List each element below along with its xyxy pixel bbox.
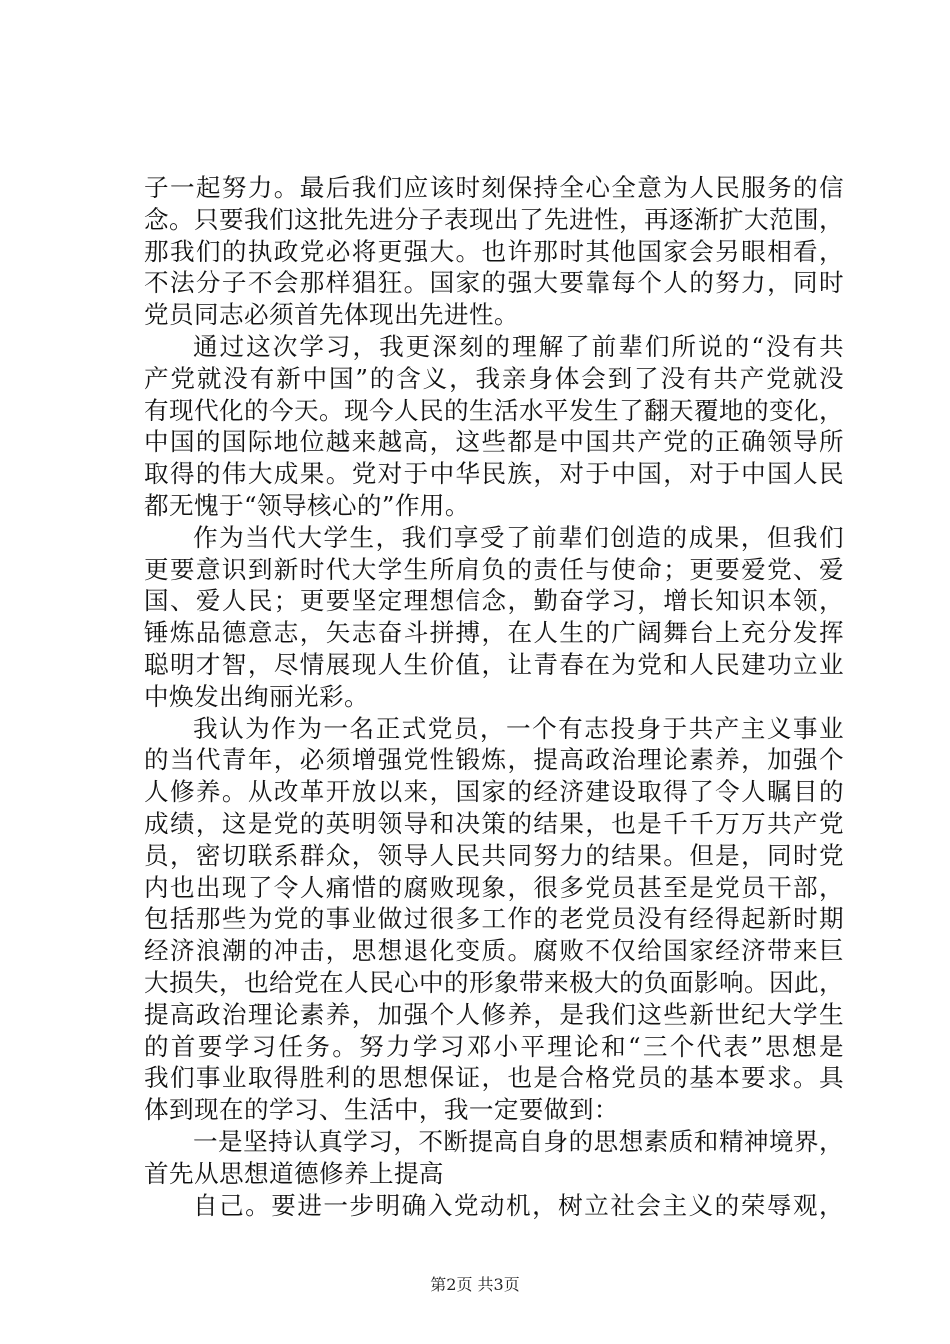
text-line: 首先从思想道德修养上提高 <box>144 1158 444 1188</box>
text-line: 不法分子不会那样猖狂。国家的强大要靠每个人的努力，同时 <box>144 268 844 298</box>
text-line: 一是坚持认真学习，不断提高自身的思想素质和精神境界， <box>193 1126 844 1156</box>
text-line: 我们事业取得胜利的思想保证，也是合格党员的基本要求。具 <box>144 1063 844 1093</box>
text-line: 内也出现了令人痛惜的腐败现象，很多党员甚至是党员干部， <box>144 872 844 902</box>
text-line: 取得的伟大成果。党对于中华民族，对于中国，对于中国人民 <box>144 459 844 489</box>
text-line: 我认为作为一名正式党员，一个有志投身于共产主义事业 <box>193 713 844 743</box>
text-line: 经济浪潮的冲击，思想退化变质。腐败不仅给国家经济带来巨 <box>144 936 844 966</box>
text-line: 的当代青年，必须增强党性锻炼，提高政治理论素养，加强个 <box>144 745 844 775</box>
text-line: 体到现在的学习、生活中，我一定要做到： <box>144 1095 619 1125</box>
text-line: 子一起努力。最后我们应该时刻保持全心全意为人民服务的信 <box>144 173 844 202</box>
text-line: 员，密切联系群众，领导人民共同努力的结果。但是，同时党 <box>144 840 844 870</box>
text-line: 更要意识到新时代大学生所肩负的责任与使命；更要爱党、爱 <box>144 554 844 584</box>
text-line: 中焕发出绚丽光彩。 <box>144 681 369 711</box>
text-line: 自己。要进一步明确入党动机，树立社会主义的荣辱观， <box>193 1190 844 1220</box>
text-line: 提高政治理论素养，加强个人修养，是我们这些新世纪大学生 <box>144 999 844 1029</box>
text-line: 国、爱人民；更要坚定理想信念，勤奋学习，增长知识本领， <box>144 586 844 616</box>
text-line: 中国的国际地位越来越高，这些都是中国共产党的正确领导所 <box>144 427 844 457</box>
text-line: 都无愧于“领导核心的”作用。 <box>144 490 470 520</box>
text-line: 人修养。从改革开放以来，国家的经济建设取得了令人瞩目的 <box>144 777 844 807</box>
text-line: 那我们的执政党必将更强大。也许那时其他国家会另眼相看， <box>144 236 844 266</box>
text-line: 作为当代大学生，我们享受了前辈们创造的成果，但我们 <box>193 522 844 552</box>
text-line: 有现代化的今天。现今人民的生活水平发生了翻天覆地的变化， <box>144 395 844 425</box>
text-line: 大损失，也给党在人民心中的形象带来极大的负面影响。因此， <box>144 967 844 997</box>
text-line: 包括那些为党的事业做过很多工作的老党员没有经得起新时期 <box>144 904 844 934</box>
text-line: 成绩，这是党的英明领导和决策的结果，也是千千万万共产党 <box>144 808 844 838</box>
document-body <box>144 172 844 1221</box>
text-line: 锤炼品德意志，矢志奋斗拼搏，在人生的广阔舞台上充分发挥 <box>144 618 844 648</box>
text-line: 的首要学习任务。努力学习邓小平理论和“三个代表”思想是 <box>144 1031 844 1061</box>
page-number-footer: 第2页 共3页 <box>430 1275 520 1294</box>
text-line: 党员同志必须首先体现出先进性。 <box>144 300 519 330</box>
text-line: 念。只要我们这批先进分子表现出了先进性，再逐渐扩大范围， <box>144 204 844 234</box>
text-line: 产党就没有新中国”的含义，我亲身体会到了没有共产党就没 <box>144 363 844 393</box>
text-line: 通过这次学习，我更深刻的理解了前辈们所说的“没有共 <box>193 331 844 361</box>
text-line: 聪明才智，尽情展现人生价值，让青春在为党和人民建功立业 <box>144 649 844 679</box>
